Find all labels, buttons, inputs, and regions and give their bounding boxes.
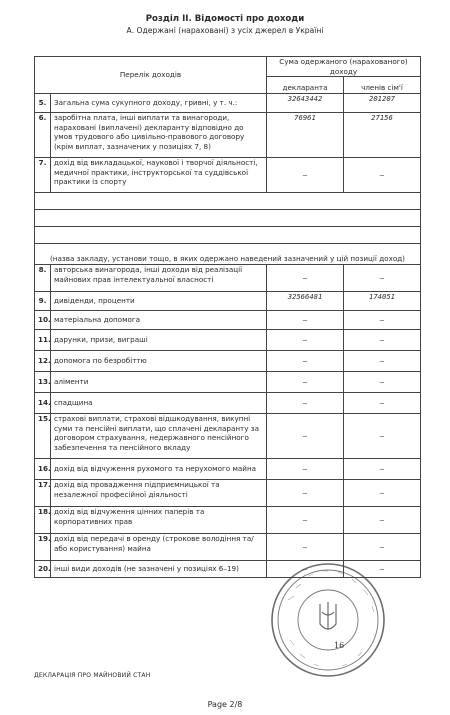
table-row: [35, 534, 421, 561]
row-declarant-value: —: [267, 561, 344, 578]
row-declarant-value: —: [267, 351, 344, 372]
row-family-value: —: [344, 414, 421, 459]
table-row: [35, 480, 421, 507]
row-label: дивіденди, проценти: [51, 292, 267, 311]
col-head-declarant: декларанта: [267, 77, 344, 94]
page-number: Page 2/8: [207, 700, 243, 709]
table-row: [35, 311, 421, 330]
row-label: Загальна сума сукупного доходу, гривні, у т. ч.:: [51, 94, 267, 113]
row-label: страхові виплати, страхові відшкодування, викупні суми та пенсійні виплати, що сплачені декларанту за договором страхування, недержавного пенсійного забезпечення та пенсійного вкладу: [51, 414, 267, 459]
row-declarant-value: —: [267, 480, 344, 507]
row-number: 5.: [35, 94, 51, 113]
table-row: [35, 459, 421, 480]
row-label: дохід від відчуження рухомого та нерухомого майна: [51, 459, 267, 480]
row-family-value: —: [344, 372, 421, 393]
row-label: спадщина: [51, 393, 267, 414]
row-family-value: 27156: [344, 113, 421, 158]
row-label: дохід від викладацької, наукової і творчої діяльності, медичної практики, інструкторської та суддівської практики із спорту: [51, 158, 267, 193]
table-row: [35, 393, 421, 414]
row-declarant-value: —: [267, 372, 344, 393]
table-row: [35, 330, 421, 351]
row-number: 18.: [35, 507, 51, 534]
footer-document-title: ДЕКЛАРАЦІЯ ПРО МАЙНОВИЙ СТАН: [34, 672, 151, 679]
row-number: 16.: [35, 459, 51, 480]
row-declarant-value: —: [267, 158, 344, 193]
row-label: аліменти: [51, 372, 267, 393]
row-number: 10.: [35, 311, 51, 330]
row-number: 13.: [35, 372, 51, 393]
row-number: 17.: [35, 480, 51, 507]
row-family-value: 201207: [344, 94, 421, 113]
col-head-sum: Сума одержаного (нарахованого) доходу: [267, 57, 421, 77]
row-family-value: —: [344, 265, 421, 292]
table-header-row: [35, 57, 421, 77]
row-number: 15.: [35, 414, 51, 459]
row-declarant-value: —: [267, 507, 344, 534]
table-row: [35, 158, 421, 193]
row-label: дохід від провадження підприємницької та незалежної професійної діяльності: [51, 480, 267, 507]
row-number: 11.: [35, 330, 51, 351]
stamp-number: 16: [334, 641, 345, 650]
table-row: [35, 94, 421, 113]
income-table: [34, 56, 421, 578]
row-number: 8.: [35, 265, 51, 292]
row-family-value: 174051: [344, 292, 421, 311]
trident-emblem-icon: [320, 602, 336, 630]
row-declarant-value: —: [267, 414, 344, 459]
row-label: допомога по безробіттю: [51, 351, 267, 372]
row-declarant-value: 32643442: [267, 94, 344, 113]
row-family-value: —: [344, 507, 421, 534]
row-declarant-value: —: [267, 534, 344, 561]
table-row: [35, 507, 421, 534]
row-label: заробітна плата, інші виплати та винагороди, нараховані (виплачені) декларанту відповідно до умов трудового або цивільно-правового договору (крім виплат, зазначених у позиціях 7, 8): [51, 113, 267, 158]
row-label: матеріальна допомога: [51, 311, 267, 330]
row-family-value: —: [344, 311, 421, 330]
section-subtitle: А. Одержані (нараховані) з усіх джерел в Україні: [126, 26, 324, 35]
table-row: [35, 414, 421, 459]
row-family-value: —: [344, 158, 421, 193]
row-family-value: —: [344, 351, 421, 372]
row-declarant-value: —: [267, 311, 344, 330]
blank-line: [35, 210, 421, 227]
row-family-value: —: [344, 459, 421, 480]
row-label: дохід від передачі в оренду (строкове володіння та/або користування) майна: [51, 534, 267, 561]
row-declarant-value: —: [267, 265, 344, 292]
row-number: 20.: [35, 561, 51, 578]
row-family-value: —: [344, 330, 421, 351]
table-row: [35, 351, 421, 372]
row-label: інші види доходів (не зазначені у позиціях 6–19): [51, 561, 267, 578]
row-label: дохід від відчуження цінних паперів та корпоративних прав: [51, 507, 267, 534]
blank-line: [35, 227, 421, 244]
row-number: 19.: [35, 534, 51, 561]
row-number: 6.: [35, 113, 51, 158]
row-number: 14.: [35, 393, 51, 414]
col-head-items: Перелік доходів: [35, 57, 267, 94]
blank-line-note-row: [35, 244, 421, 265]
row-number: 9.: [35, 292, 51, 311]
row-number: 12.: [35, 351, 51, 372]
table-row: [35, 372, 421, 393]
row-declarant-value: —: [267, 393, 344, 414]
row-label: авторська винагорода, інші доходи від реалізації майнових прав інтелектуальної власності: [51, 265, 267, 292]
row-family-value: —: [344, 393, 421, 414]
section-title: Розділ II. Відомості про доходи: [145, 14, 305, 24]
row-declarant-value: 76961: [267, 113, 344, 158]
official-stamp-seal: [268, 560, 388, 680]
table-row: [35, 292, 421, 311]
table-row: [35, 113, 421, 158]
row-number: 7.: [35, 158, 51, 193]
table-row: [35, 265, 421, 292]
row-declarant-value: —: [267, 459, 344, 480]
row-family-value: —: [344, 480, 421, 507]
row-label: дарунки, призи, виграші: [51, 330, 267, 351]
row-declarant-value: 32566481: [267, 292, 344, 311]
blank-note: (назва закладу, установи тощо, в яких одержано наведений зазначений у цій позиції доход): [35, 244, 421, 265]
row-family-value: —: [344, 561, 421, 578]
col-head-family: членів сім'ї: [344, 77, 421, 94]
row-family-value: —: [344, 534, 421, 561]
row-declarant-value: —: [267, 330, 344, 351]
blank-line: [35, 193, 421, 210]
